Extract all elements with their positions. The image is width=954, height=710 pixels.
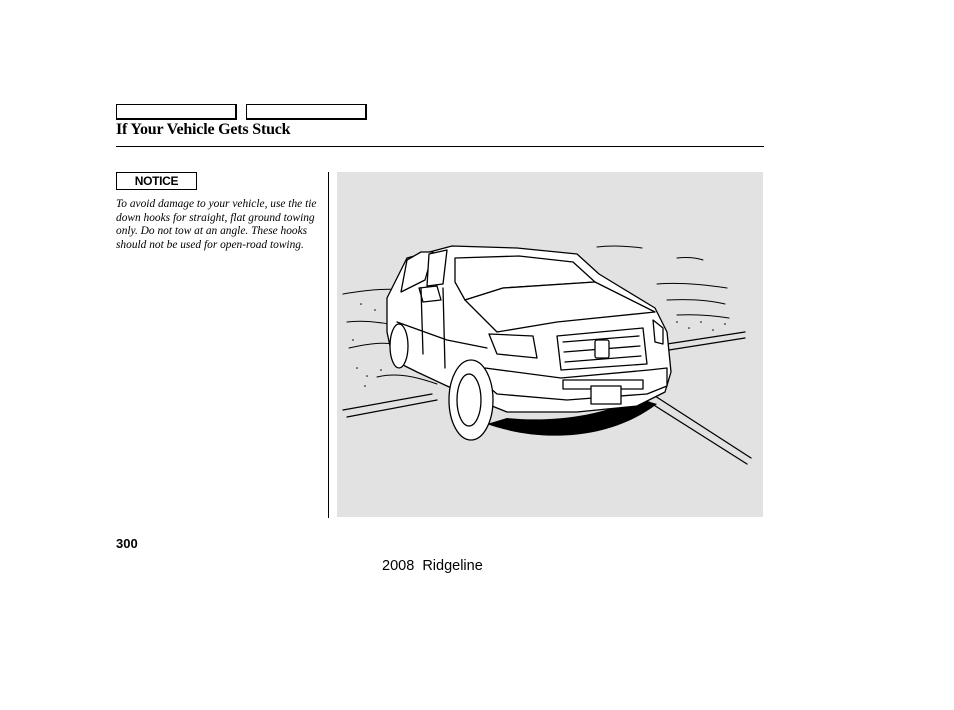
truck-body (387, 246, 671, 412)
column-divider (328, 172, 329, 518)
notice-badge: NOTICE (116, 172, 197, 190)
title-divider (116, 146, 764, 147)
footer-model-name: 2008 Ridgeline (382, 558, 483, 574)
nav-tab-next[interactable] (246, 104, 367, 120)
page-number: 300 (116, 536, 138, 551)
notice-text: To avoid damage to your vehicle, use the tie down hooks for straight, flat ground towing only. Do not tow at an angle. These hooks should not be used for open-road towing. (116, 198, 317, 251)
tow-ropes (649, 396, 751, 464)
truck-towing-illustration (337, 172, 763, 517)
nav-tab-previous[interactable] (116, 104, 237, 120)
page-title: If Your Vehicle Gets Stuck (116, 121, 291, 138)
